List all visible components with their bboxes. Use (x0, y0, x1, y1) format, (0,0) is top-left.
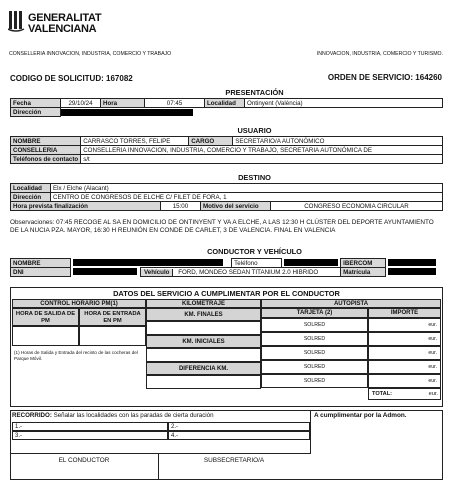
solred-row-1[interactable]: SOLRED (261, 318, 368, 332)
total-label: TOTAL: (372, 391, 392, 397)
admon-label: A cumplimentar por la Admon. (314, 412, 407, 419)
firma-conductor: EL CONDUCTOR (58, 457, 110, 464)
logo (8, 4, 128, 44)
recorrido-item-3[interactable]: 3.- (12, 431, 168, 440)
importe-cell-1[interactable]: eur. (368, 318, 441, 332)
recorrido-box (10, 410, 443, 480)
autopista-header: AUTOPISTA (261, 299, 441, 308)
solred-row-2[interactable]: SOLRED (261, 332, 368, 346)
conductor-table: NOMBRE Teléfono IBERCOM DNI Vehículo FORD, MONDEO SEDAN TITANIUM 2.0 HIBRIDO Matrícula (10, 258, 443, 277)
servicio-title: DATOS DEL SERVICIO A CUMPLIMENTAR POR EL CONDUCTOR (113, 289, 340, 298)
solred-row-4[interactable]: SOLRED (261, 360, 368, 374)
usuario-title: USUARIO (237, 126, 272, 135)
km-iniciales-label: KM. INICIALES (146, 335, 261, 348)
conductor-title: CONDUCTOR Y VEHÍCULO (207, 247, 302, 256)
hora-salida-cell[interactable] (12, 326, 79, 346)
solred-row-5[interactable]: SOLRED (261, 374, 368, 388)
logo-line-2: VALENCIANA (28, 23, 97, 35)
kilometraje-header: KILOMETRAJE (146, 299, 261, 308)
usuario-table: NOMBRE CARRASCO TORRES, FELIPE CARGO SECRETARIO/A AUTONÓMICO CONSELLERIA CONSELLERIA INNOVACION, INDUSTRIA, COMERCIO Y TRABAJO, SECRETARIA AUTONÓMICA DE Teléfonos de contacto s/t (10, 136, 443, 164)
km-finales-label: KM. FINALES (146, 308, 261, 321)
redaction (73, 268, 137, 275)
tarjeta-header: TARJETA (2) (261, 308, 368, 318)
km-iniciales-cell[interactable] (146, 348, 261, 362)
firma-subsecretario: SUBSECRETARIO/A (203, 457, 265, 464)
destino-title: DESTINO (238, 173, 271, 182)
observaciones: Observaciones: 07:45 RECOGE AL SA EN DOMICILIO DE ONTINYENT Y VA A ELCHE, A LAS 12:30 H CLÚSTER DEL DEPORTE AYUNTAMIENTO DE LA NUCIA PZA. MAYOR, 16:30 H REUNIÓN EN CONDE DE CARLET, 3 DE VALENCIA. FINAL EN VALENCIA (10, 219, 434, 234)
importe-cell-2[interactable]: eur. (368, 332, 441, 346)
recorrido-item-4[interactable]: 4.- (168, 431, 310, 440)
presentacion-title: PRESENTACIÓN (225, 88, 284, 97)
importe-cell-4[interactable]: eur. (368, 360, 441, 374)
importe-cell-5[interactable]: eur. (368, 374, 441, 388)
redaction (73, 259, 223, 266)
generalitat-logo-icon (8, 10, 26, 32)
diferencia-km-label: DIFERENCIA KM. (146, 362, 261, 375)
solred-row-3[interactable]: SOLRED (261, 346, 368, 360)
importe-header: IMPORTE (368, 308, 441, 318)
recorrido-header: RECORRIDO: Señalar las localidades con las paradas de cierta duración (12, 412, 214, 419)
hora-entrada-cell[interactable] (79, 326, 146, 346)
total-cell[interactable] (368, 388, 441, 400)
request-code: CODIGO DE SOLICITUD: 167082 (10, 74, 133, 83)
hora-salida-header: HORA DE SALIDA DE PM (12, 308, 79, 326)
recorrido-item-2[interactable]: 2.- (168, 422, 310, 431)
dept-left: CONSELLERIA INNOVACION, INDUSTRIA, COMERCIO Y TRABAJO (9, 51, 172, 57)
importe-cell-3[interactable]: eur. (368, 346, 441, 360)
diferencia-km-cell[interactable] (146, 375, 261, 389)
dept-right: INNOVACION, INDUSTRIA, COMERCIO Y TURISMO. (316, 51, 443, 57)
redaction (388, 268, 436, 275)
recorrido-item-1[interactable]: 1.- (12, 422, 168, 431)
service-order: ORDEN DE SERVICIO: 164260 (327, 73, 442, 82)
redaction (61, 109, 193, 116)
logo-line-1: GENERALITAT (28, 12, 102, 24)
control-horario-header: CONTROL HORARIO PM(1) (12, 299, 146, 308)
redaction (284, 259, 338, 266)
km-finales-cell[interactable] (146, 321, 261, 335)
presentacion-table: Fecha 29/10/24 Hora 07:45 Localidad Ontinyent (València) Dirección (10, 98, 443, 117)
destino-table: Localidad Elx / Elche (Alacant) Dirección CENTRO DE CONGRESOS DE ELCHE C/ FILET DE FORA, 1 Hora prevista finalización 15:00 Motivo del servicio CONGRESO ECONOMIA CIRCULAR (10, 183, 443, 211)
total-eur: eur. (428, 391, 438, 397)
redaction (388, 259, 436, 266)
servicio-nota: (1) Horas de Salida y Entrada del recinto de las cocheras del Parque Móvil. (14, 350, 138, 361)
hora-entrada-header: HORA DE ENTRADA EN PM (79, 308, 146, 326)
